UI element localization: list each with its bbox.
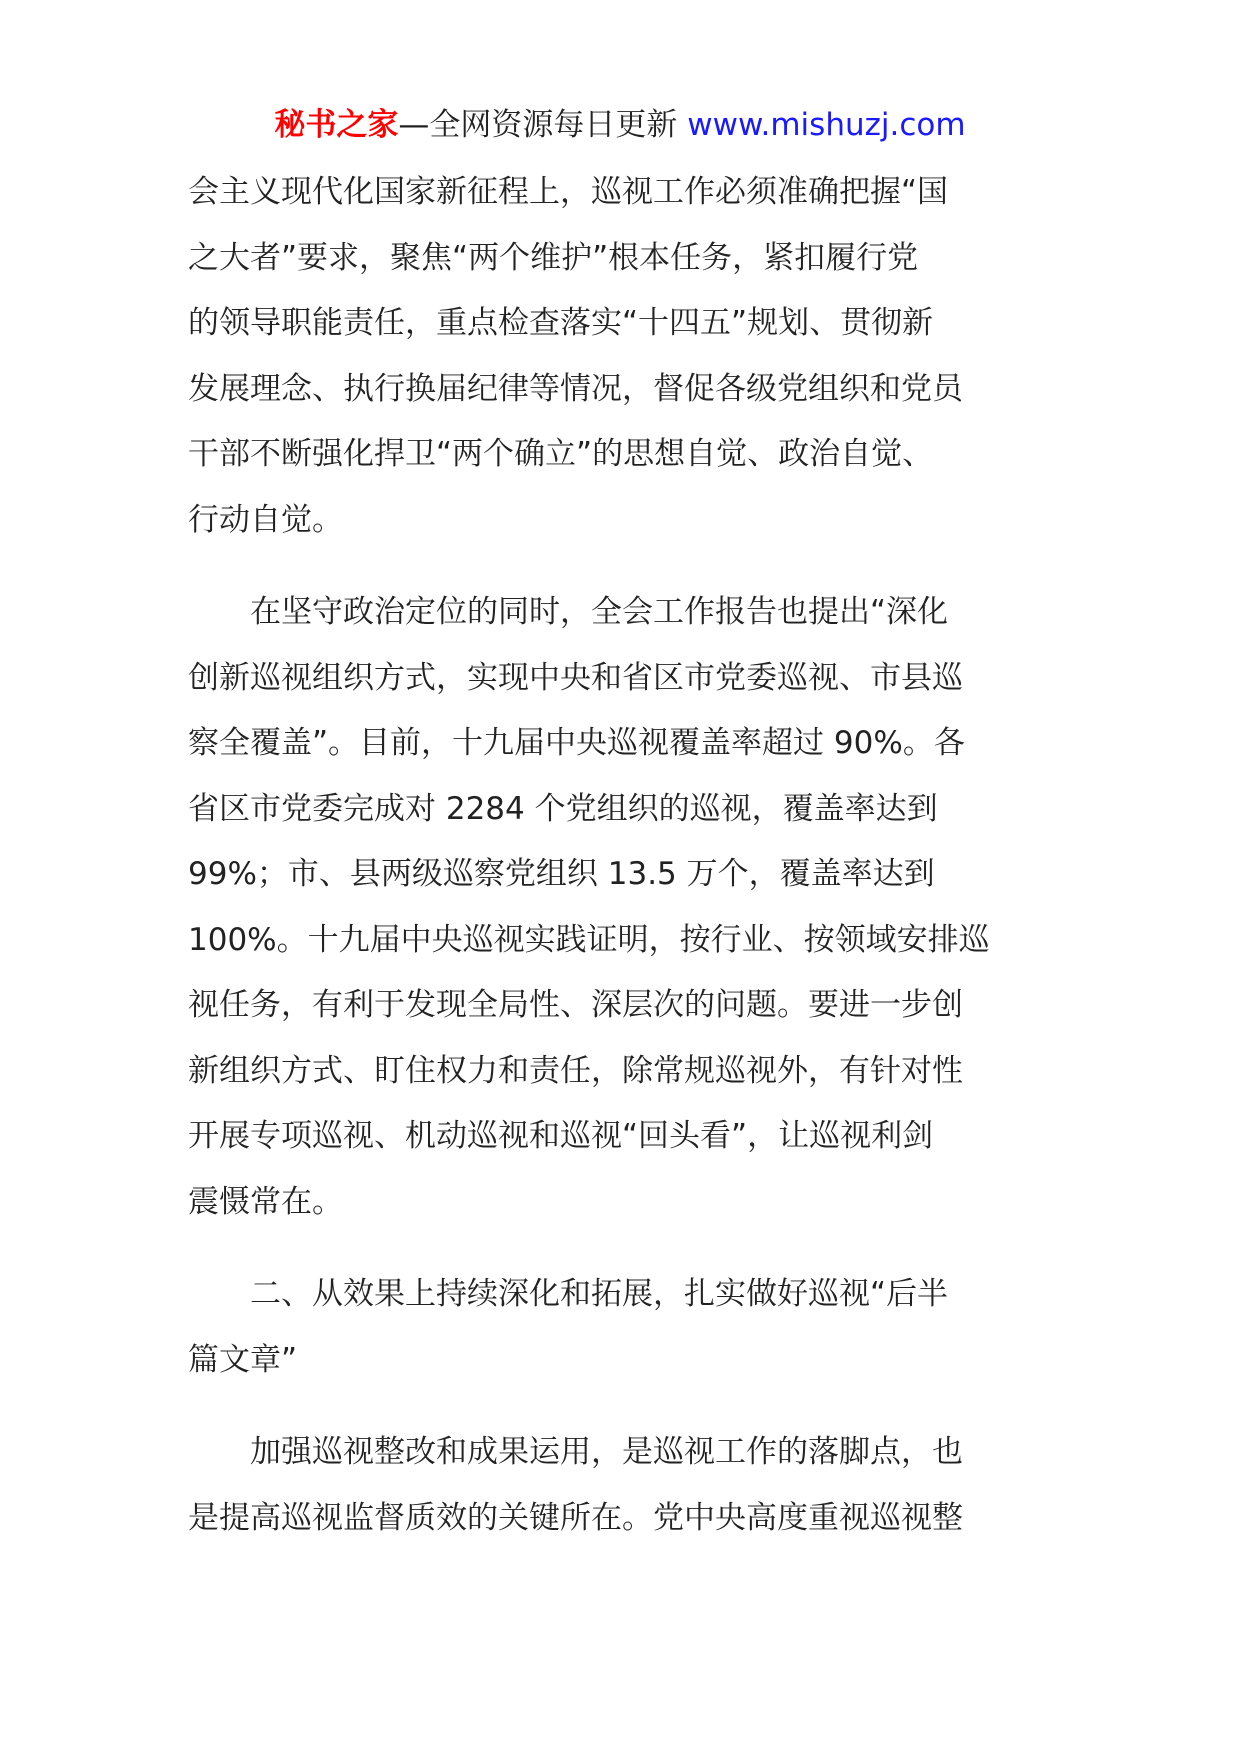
text-line: 察全覆盖”。目前，十九届中央巡视覆盖率超过 90%。各: [188, 725, 965, 761]
text-line: 干部不断强化捍卫“两个确立”的思想自觉、政治自觉、: [188, 436, 934, 472]
brand-name: 秘书之家: [274, 107, 399, 143]
text-line: 在坚守政治定位的同时，全会工作报告也提出“深化: [188, 594, 949, 630]
paragraph-1: [188, 160, 1068, 553]
header-tagline: —全网资源每日更新: [398, 107, 678, 143]
text-line: 是提高巡视监督质效的关键所在。党中央高度重视巡视整: [188, 1499, 963, 1536]
text-line: 99%；市、县两级巡察党组织 13.5 万个，覆盖率达到: [188, 856, 935, 892]
paragraph-2: [188, 580, 1068, 1235]
document-body: [188, 160, 1068, 1551]
text-line: 新组织方式、盯住权力和责任，除常规巡视外，有针对性: [188, 1052, 963, 1089]
site-header: [0, 103, 1240, 147]
text-line: 视任务，有利于发现全局性、深层次的问题。要进一步创: [188, 987, 963, 1023]
text-line: 二、从效果上持续深化和拓展，扎实做好巡视“后半: [188, 1276, 949, 1312]
text-line: 加强巡视整改和成果运用，是巡视工作的落脚点，也: [188, 1434, 963, 1470]
site-url-link[interactable]: www.mishuzj.com: [687, 107, 966, 143]
text-line: 发展理念、执行换届纪律等情况，督促各级党组织和党员: [188, 370, 963, 407]
text-line: 的领导职能责任，重点检查落实“十四五”规划、贯彻新: [188, 305, 934, 341]
text-line: 100%。十九届中央巡视实践证明，按行业、按领域安排巡: [188, 921, 990, 958]
text-line: 震慑常在。: [188, 1183, 343, 1220]
text-line: 开展专项巡视、机动巡视和巡视“回头看”，让巡视利剑: [188, 1118, 934, 1154]
section-heading: [188, 1262, 1068, 1393]
text-line: 会主义现代化国家新征程上，巡视工作必须准确把握“国: [188, 174, 949, 210]
paragraph-3: [188, 1420, 1068, 1551]
text-line: 篇文章”: [188, 1341, 298, 1378]
text-line: 省区市党委完成对 2284 个党组织的巡视，覆盖率达到: [188, 790, 938, 827]
text-line: 之大者”要求，聚焦“两个维护”根本任务，紧扣履行党: [188, 239, 919, 276]
text-line: 创新巡视组织方式，实现中央和省区市党委巡视、市县巡: [188, 659, 963, 696]
text-line: 行动自觉。: [188, 501, 343, 538]
